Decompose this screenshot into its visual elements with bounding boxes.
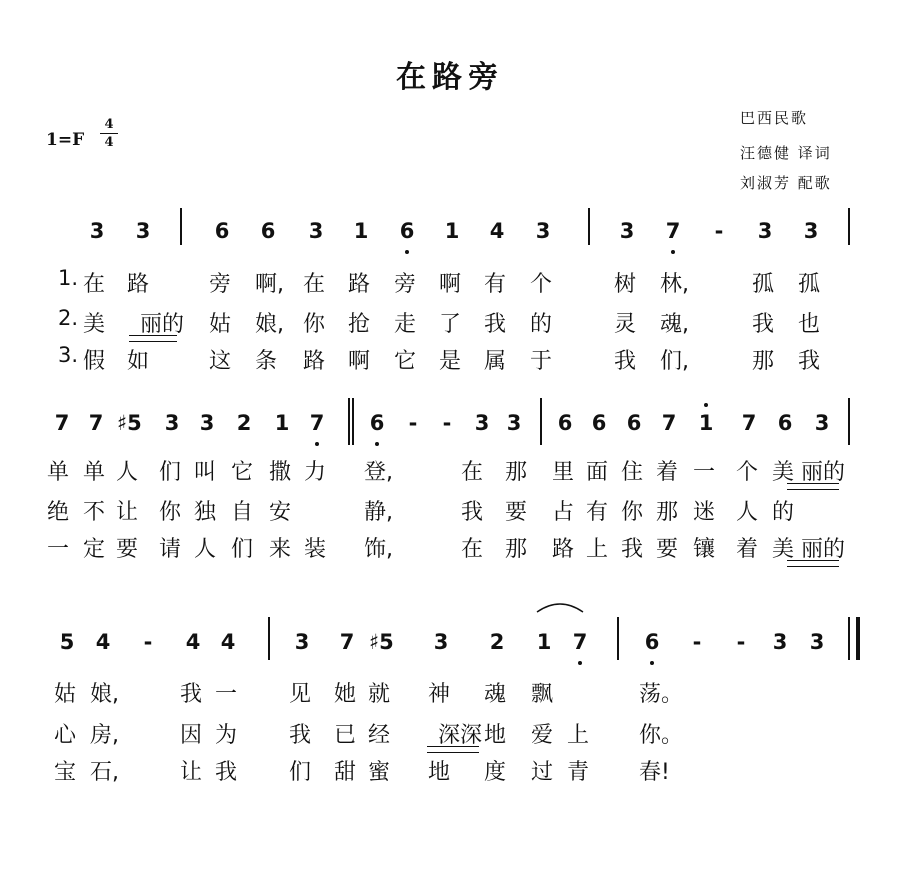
note-dash: - [143,630,153,654]
note: 3 [199,411,215,435]
lyric-char: 经 [368,723,391,748]
lyric-char: 镶 [693,537,716,562]
lyric-char: 假 [83,349,106,374]
lyric-char: 自 [231,500,254,525]
lyric-char: 房, [90,723,119,748]
lyric-char: 叫 [194,460,217,485]
lyric-char: 那 [752,349,775,374]
lyric-char: 荡。 [639,682,684,707]
note: 4 [220,630,236,654]
lyric-char: 上 [567,723,590,748]
note: 3 [164,411,180,435]
lyric-char: 来 [269,537,292,562]
lyric-char: 孤 [752,272,775,297]
credit-lyrics: 汪德健 译词 [740,144,832,162]
verse-number: 1. [58,266,79,290]
lyric-char: 石, [90,760,119,785]
lyric-char: 定 [83,537,106,562]
lyric-char: 她 [334,682,357,707]
note: 3 [809,630,825,654]
octave-dot-below [671,250,675,254]
lyric-char: 独 [194,500,217,525]
lyric-char: 过 [531,760,554,785]
lyric-char: 绝 [47,500,70,525]
lyric-char: 我 [614,349,637,374]
lyric-char: 旁 [394,272,417,297]
lyric-char: 这 [209,349,232,374]
note-dash: - [408,411,418,435]
lyric-char: 在 [461,460,484,485]
note: 7 [88,411,104,435]
octave-dot-below [375,442,379,446]
lyric-char: 我 [180,682,203,707]
lyric-char: 要 [505,500,528,525]
lyric-char: 有 [484,272,507,297]
lyric-char: 姑 [54,682,77,707]
note: 1 [698,411,714,435]
lyric-char: 一 [693,460,716,485]
lyric-char: 们 [159,460,182,485]
note: 3 [506,411,522,435]
bar-line [268,617,270,660]
lyric-char: 爱 [531,723,554,748]
bar-line [848,208,850,245]
lyric-char: 我 [484,312,507,337]
lyric-char: 青 [567,760,590,785]
lyric-char: 让 [180,760,203,785]
lyric-char: 有 [586,500,609,525]
lyric-char: 见 [289,682,312,707]
lyric-char: 魂 [484,682,507,707]
note: 6 [557,411,573,435]
credit-origin: 巴西民歌 [740,109,809,127]
lyric-char: 因 [180,723,203,748]
lyric-char: 个 [736,460,759,485]
note: 6 [214,219,230,243]
note: 3 [135,219,151,243]
lyric-char: 属 [484,349,507,374]
lyric-char: 甜 [334,760,357,785]
lyric-char: 旁 [209,272,232,297]
lyric-char: 为 [215,723,238,748]
lyric-char: 抢 [348,312,371,337]
lyric-char: 上 [586,537,609,562]
time-top: 4 [104,117,114,132]
lyric-char: 人 [736,500,759,525]
note: 7 [741,411,757,435]
octave-dot-below [405,250,409,254]
lyric-char: 饰, [364,537,393,562]
note: 3 [803,219,819,243]
lyric-char: 你 [303,312,326,337]
lyric-char: 路 [303,349,326,374]
bar-line [180,208,182,245]
lyric-char: 条 [255,349,278,374]
note: 3 [89,219,105,243]
lyric-char: 灵 [614,312,637,337]
lyric-char: 们 [231,537,254,562]
lyric-char: 深深 [438,723,483,748]
lyric-char: 在 [303,272,326,297]
lyric-char: 你 [621,500,644,525]
lyric-char: 让 [116,500,139,525]
song-title: 在路旁 [396,60,504,95]
lyric-char: 啊, [255,272,284,297]
lyric-char: 你 [159,500,182,525]
lyric-char: 蜜 [368,760,391,785]
lyric-char: 人 [116,460,139,485]
bar-line [348,398,350,445]
lyric-char: 走 [394,312,417,337]
octave-dot-above [704,403,708,407]
lyric-char: 那 [505,460,528,485]
lyric-char: 我 [461,500,484,525]
key-signature: 1=F [46,130,85,150]
bar-line [848,398,850,445]
credit-arranger: 刘淑芳 配歌 [740,174,832,192]
lyric-char: 迷 [693,500,716,525]
note-dash: - [442,411,452,435]
lyric-char: 春! [639,760,670,785]
note: 7 [572,630,588,654]
lyric-char: 丽的 [140,312,185,337]
lyric-char: 要 [116,537,139,562]
bar-line [352,398,354,445]
note: 6 [399,219,415,243]
note: 1 [353,219,369,243]
lyric-char: 丽的 [801,460,846,485]
lyric-char: 我 [621,537,644,562]
lyric-char: 孤 [798,272,821,297]
syllable-underline [787,483,839,490]
verse-number: 2. [58,306,79,330]
lyric-char: 们 [289,760,312,785]
lyric-char: 心 [54,723,77,748]
lyric-char: 装 [304,537,327,562]
note: 4 [185,630,201,654]
lyric-char: 静, [364,500,393,525]
note: ♯5 [369,630,394,654]
lyric-char: 请 [159,537,182,562]
note-dash: - [692,630,702,654]
syllable-underline [427,746,479,753]
lyric-char: 娘, [90,682,119,707]
lyric-char: 要 [656,537,679,562]
lyric-char: 树 [614,272,637,297]
final-bar-line [856,617,860,660]
lyric-char: 力 [304,460,327,485]
lyric-char: 了 [439,312,462,337]
lyric-char: 路 [127,272,150,297]
lyric-char: 你。 [639,723,684,748]
lyric-char: 不 [83,500,106,525]
note: 2 [236,411,252,435]
note: 4 [95,630,111,654]
lyric-char: 我 [798,349,821,374]
lyric-char: 安 [269,500,292,525]
lyric-char: 它 [231,460,254,485]
note: 7 [339,630,355,654]
lyric-char: 飘 [531,682,554,707]
lyric-char: 面 [586,460,609,485]
time-signature [100,117,118,150]
lyric-char: 单 [47,460,70,485]
lyric-char: 着 [656,460,679,485]
lyric-char: 那 [656,500,679,525]
lyric-char: 林, [660,272,689,297]
lyric-char: 我 [752,312,775,337]
note: 3 [535,219,551,243]
note: 3 [433,630,449,654]
note: 2 [489,630,505,654]
lyric-char: 在 [83,272,106,297]
bar-line [588,208,590,245]
note: 3 [814,411,830,435]
note: 3 [294,630,310,654]
lyric-char: 那 [505,537,528,562]
lyric-char: 娘, [255,312,284,337]
octave-dot-below [650,661,654,665]
lyric-char: 的 [530,312,553,337]
verse-number: 3. [58,343,79,367]
lyric-char: 在 [461,537,484,562]
lyric-char: 丽的 [801,537,846,562]
lyric-char: 里 [552,460,575,485]
lyric-char: 登, [364,460,393,485]
note: 3 [757,219,773,243]
lyric-char: 我 [215,760,238,785]
time-divider [100,133,118,134]
lyric-char: 也 [798,312,821,337]
note: 3 [772,630,788,654]
note: 4 [489,219,505,243]
note-dash: - [714,219,724,243]
lyric-char: 就 [368,682,391,707]
lyric-char: 撒 [269,460,292,485]
note: 3 [308,219,324,243]
lyric-char: 它 [394,349,417,374]
lyric-char: 住 [621,460,644,485]
lyric-char: 的 [772,500,795,525]
tie-arc [536,600,586,614]
note: 7 [661,411,677,435]
lyric-char: 占 [552,500,575,525]
note-dash: - [736,630,746,654]
lyric-char: 如 [127,349,150,374]
note: 1 [444,219,460,243]
lyric-char: 人 [194,537,217,562]
lyric-char: 们, [660,349,689,374]
time-bottom: 4 [104,135,114,150]
note: ♯5 [117,411,142,435]
octave-dot-below [315,442,319,446]
lyric-char: 神 [428,682,451,707]
bar-line [617,617,619,660]
note: 6 [369,411,385,435]
lyric-char: 宝 [54,760,77,785]
lyric-char: 度 [484,760,507,785]
lyric-char: 地 [484,723,507,748]
note: 6 [626,411,642,435]
note: 6 [777,411,793,435]
note: 3 [619,219,635,243]
octave-dot-below [578,661,582,665]
lyric-char: 路 [348,272,371,297]
lyric-char: 一 [47,537,70,562]
syllable-underline [787,560,839,567]
note: 7 [665,219,681,243]
bar-line [540,398,542,445]
lyric-char: 一 [215,682,238,707]
lyric-char: 魂, [660,312,689,337]
note: 1 [274,411,290,435]
lyric-char: 啊 [348,349,371,374]
note: 7 [54,411,70,435]
lyric-char: 地 [428,760,451,785]
note: 3 [474,411,490,435]
note: 5 [59,630,75,654]
lyric-char: 是 [439,349,462,374]
lyric-char: 美 [772,460,795,485]
note: 6 [591,411,607,435]
lyric-char: 美 [772,537,795,562]
lyric-char: 着 [736,537,759,562]
final-bar-line [848,617,850,660]
note: 1 [536,630,552,654]
note: 6 [644,630,660,654]
syllable-underline [129,335,177,342]
note: 7 [309,411,325,435]
lyric-char: 啊 [439,272,462,297]
lyric-char: 美 [83,312,106,337]
lyric-char: 我 [289,723,312,748]
lyric-char: 已 [334,723,357,748]
note: 6 [260,219,276,243]
lyric-char: 路 [552,537,575,562]
lyric-char: 个 [530,272,553,297]
lyric-char: 单 [83,460,106,485]
lyric-char: 于 [530,349,553,374]
lyric-char: 姑 [209,312,232,337]
